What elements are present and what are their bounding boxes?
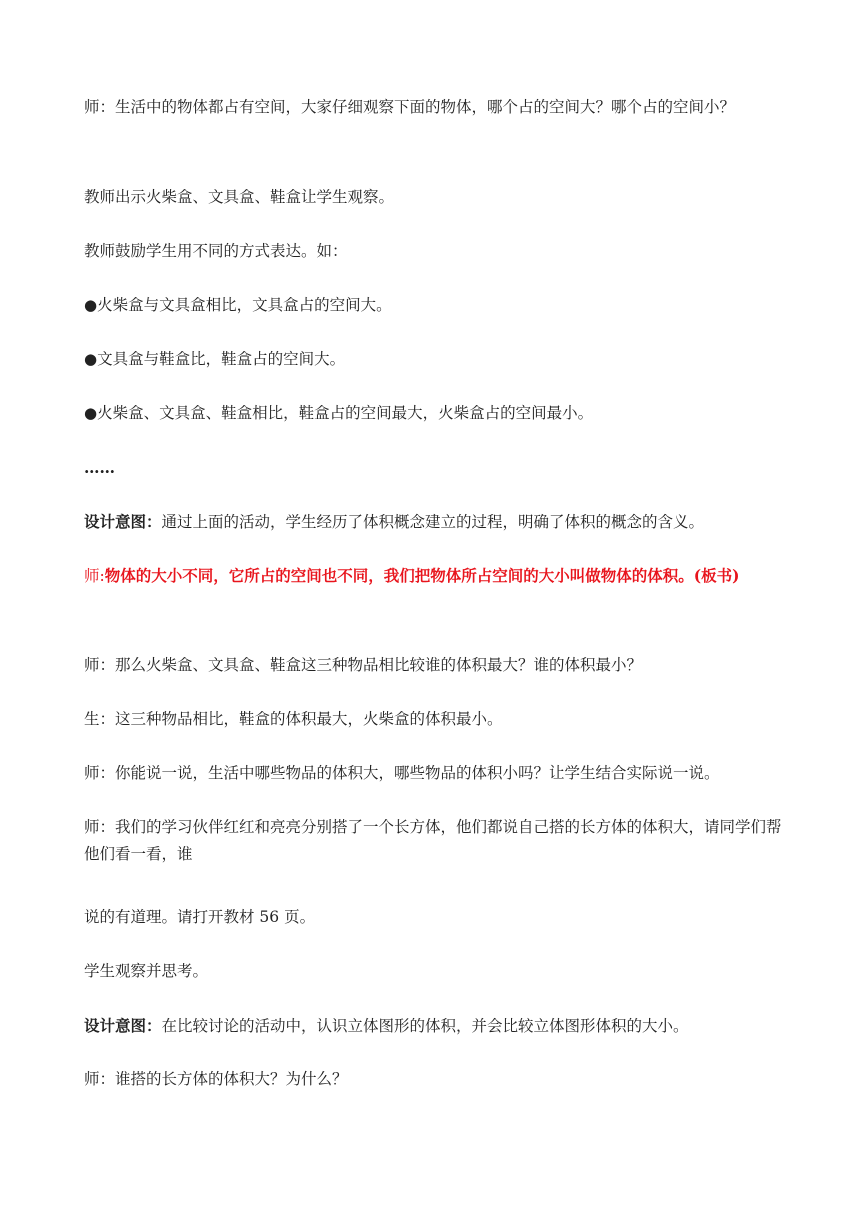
- bullet-text: 文具盒与鞋盒比，鞋盒占的空间大。: [97, 350, 346, 368]
- paragraph-partners: 师：我们的学习伙伴红红和亮亮分别搭了一个长方体，他们都说自己搭的长方体的体积大，请同学们帮他们看一看，谁: [84, 818, 782, 863]
- bullet-text: 火柴盒、文具盒、鞋盒相比，鞋盒占的空间最大，火柴盒占的空间最小。: [97, 404, 594, 422]
- bullet-icon: ●: [84, 350, 98, 368]
- bullet-text: 火柴盒与文具盒相比，文具盒占的空间大。: [97, 296, 392, 314]
- bullet-item-2: [84, 346, 784, 373]
- bullet-icon: ●: [84, 404, 98, 422]
- paragraph-encourage: 教师鼓励学生用不同的方式表达。如：: [84, 242, 348, 260]
- paragraph-observe: 学生观察并思考。: [84, 962, 209, 980]
- design-intent-1: [84, 508, 784, 536]
- paragraph-show-boxes: 教师出示火柴盒、文具盒、鞋盒让学生观察。: [84, 188, 395, 206]
- paragraph-teacher-question: 师：生活中的物体都占有空间，大家仔细观察下面的物体，哪个占的空间大？哪个占的空间小？: [84, 98, 736, 116]
- design-intent-text: 通过上面的活动，学生经历了体积概念建立的过程，明确了体积的概念的含义。: [161, 513, 705, 531]
- paragraph-student-answer: 生：这三种物品相比，鞋盒的体积最大，火柴盒的体积最小。: [84, 710, 503, 728]
- bullet-item-3: [84, 400, 784, 427]
- paragraph-daily-life: 师：你能说一说，生活中哪些物品的体积大，哪些物品的体积小吗？让学生结合实际说一说。: [84, 764, 720, 782]
- bullet-icon: ●: [84, 296, 98, 314]
- definition-prefix: 师:: [84, 567, 105, 585]
- paragraph-which-largest: 师：那么火柴盒、文具盒、鞋盒这三种物品相比较谁的体积最大？谁的体积最小？: [84, 656, 643, 674]
- bullet-item-1: [84, 292, 784, 319]
- design-intent-2: [84, 1012, 784, 1040]
- volume-definition: [84, 562, 784, 590]
- definition-text: 物体的大小不同，它所占的空间也不同，我们把物体所占空间的大小叫做物体的体积。(板书): [104, 566, 740, 585]
- ellipsis: ……: [84, 458, 115, 477]
- paragraph-open-textbook: 说的有道理。请打开教材 56 页。: [84, 908, 316, 926]
- design-intent-label: 设计意图：: [84, 512, 162, 531]
- design-intent-text: 在比较讨论的活动中，认识立体图形的体积，并会比较立体图形体积的大小。: [161, 1017, 689, 1035]
- design-intent-label: 设计意图：: [84, 1016, 162, 1035]
- paragraph-who-larger: 师：谁搭的长方体的体积大？为什么？: [84, 1070, 348, 1088]
